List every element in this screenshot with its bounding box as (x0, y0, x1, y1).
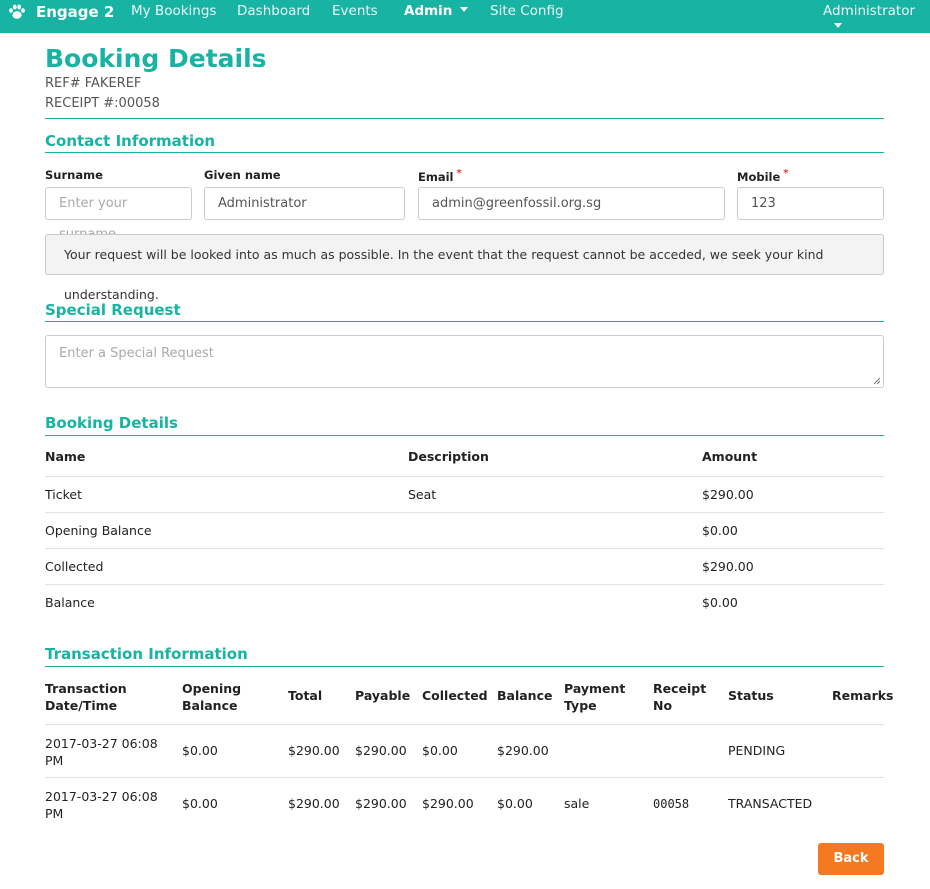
header-line: Balance (182, 698, 238, 713)
column-header-total: Total (288, 688, 323, 703)
divider (45, 666, 884, 667)
user-name: Administrator (823, 3, 916, 19)
column-header-receipt-no (653, 680, 706, 714)
top-navbar (0, 0, 930, 33)
page-title: Booking Details (45, 44, 267, 73)
row-divider (45, 724, 884, 725)
divider (45, 321, 884, 322)
divider (45, 118, 884, 119)
nav-admin-label: Admin (404, 3, 453, 19)
section-title-contact: Contact Information (45, 132, 216, 150)
special-request-textarea[interactable] (45, 335, 884, 388)
section-title-special-request: Special Request (45, 301, 181, 319)
column-header-status: Status (728, 688, 774, 703)
nav-events[interactable]: Events (332, 3, 378, 19)
back-button[interactable]: Back (818, 843, 884, 875)
transaction-date (45, 735, 158, 769)
date-line: PM (45, 753, 64, 768)
email-label-text: Email (418, 170, 454, 184)
booking-amount: $290.00 (702, 559, 754, 574)
date-line: 2017-03-27 06:08 (45, 789, 158, 804)
transaction-payment-type: sale (564, 796, 590, 811)
notice-alert: Your request will be looked into as much as possible. In the event that the request cannot be acceded, we seek your kind understanding. (45, 234, 884, 275)
booking-name: Opening Balance (45, 523, 152, 538)
surname-input[interactable]: Enter your (45, 187, 192, 220)
mobile-label (737, 168, 789, 184)
booking-amount: $0.00 (702, 523, 738, 538)
nav-dashboard[interactable]: Dashboard (237, 3, 311, 19)
transaction-opening-balance: $0.00 (182, 743, 218, 758)
header-line: No (653, 698, 673, 713)
transaction-status: TRANSACTED (728, 796, 813, 811)
row-divider (45, 476, 884, 477)
date-line: PM (45, 806, 64, 821)
nav-my-bookings[interactable]: My Bookings (131, 3, 217, 19)
transaction-date (45, 788, 158, 822)
row-divider (45, 512, 884, 513)
transaction-total: $290.00 (288, 743, 340, 758)
column-header-date (45, 680, 127, 714)
brand[interactable] (8, 0, 114, 24)
header-line: Type (564, 698, 597, 713)
column-header-name: Name (45, 449, 86, 464)
given-name-input[interactable]: Administrator (204, 187, 405, 220)
chevron-down-icon (834, 23, 842, 28)
mobile-field[interactable]: 123 (737, 187, 884, 220)
column-header-opening-balance (182, 680, 241, 714)
email-field[interactable]: admin@greenfossil.org.sg (418, 187, 725, 220)
transaction-balance: $0.00 (497, 796, 533, 811)
transaction-status: PENDING (728, 743, 786, 758)
column-header-amount: Amount (702, 449, 758, 464)
chevron-down-icon (460, 7, 468, 12)
receipt-number: RECEIPT #:00058 (45, 96, 160, 111)
nav-admin-dropdown[interactable] (404, 3, 468, 19)
divider (45, 152, 884, 153)
resize-handle-icon[interactable] (873, 377, 881, 385)
booking-name: Collected (45, 559, 104, 574)
column-header-remarks: Remarks (832, 688, 894, 703)
header-line: Payment (564, 681, 626, 696)
column-header-payment-type (564, 680, 625, 714)
transaction-balance: $290.00 (497, 743, 549, 758)
booking-amount: $290.00 (702, 487, 754, 502)
special-request-placeholder: Enter a Special Request (59, 346, 214, 361)
transaction-total: $290.00 (288, 796, 340, 811)
paw-icon (8, 4, 26, 20)
transaction-payable: $290.00 (355, 796, 407, 811)
booking-name: Ticket (45, 487, 82, 502)
required-marker: * (783, 168, 789, 179)
column-header-payable: Payable (355, 688, 411, 703)
transaction-receipt-no: 00058 (653, 797, 690, 811)
booking-amount: $0.00 (702, 595, 738, 610)
mobile-label-text: Mobile (737, 170, 781, 184)
booking-description: Seat (408, 487, 437, 502)
surname-label: Surname (45, 168, 103, 182)
required-marker: * (456, 168, 462, 179)
nav-site-config[interactable]: Site Config (490, 3, 564, 19)
transaction-payable: $290.00 (355, 743, 407, 758)
row-divider (45, 584, 884, 585)
transaction-opening-balance: $0.00 (182, 796, 218, 811)
transaction-collected: $290.00 (422, 796, 474, 811)
section-title-booking-details: Booking Details (45, 414, 178, 432)
row-divider (45, 548, 884, 549)
divider (45, 435, 884, 436)
header-line: Receipt (653, 681, 707, 696)
section-title-transactions: Transaction Information (45, 645, 248, 663)
column-header-description: Description (408, 449, 489, 464)
header-line: Date/Time (45, 698, 118, 713)
given-name-label: Given name (204, 168, 281, 182)
email-label (418, 168, 462, 184)
column-header-collected: Collected (422, 688, 488, 703)
header-line: Opening (182, 681, 242, 696)
transaction-collected: $0.00 (422, 743, 458, 758)
booking-ref: REF# FAKEREF (45, 76, 142, 91)
brand-name: Engage 2 (36, 3, 115, 21)
row-divider (45, 777, 884, 778)
column-header-balance: Balance (497, 688, 553, 703)
user-menu[interactable] (823, 3, 930, 35)
header-line: Transaction (45, 681, 127, 696)
booking-name: Balance (45, 595, 95, 610)
date-line: 2017-03-27 06:08 (45, 736, 158, 751)
